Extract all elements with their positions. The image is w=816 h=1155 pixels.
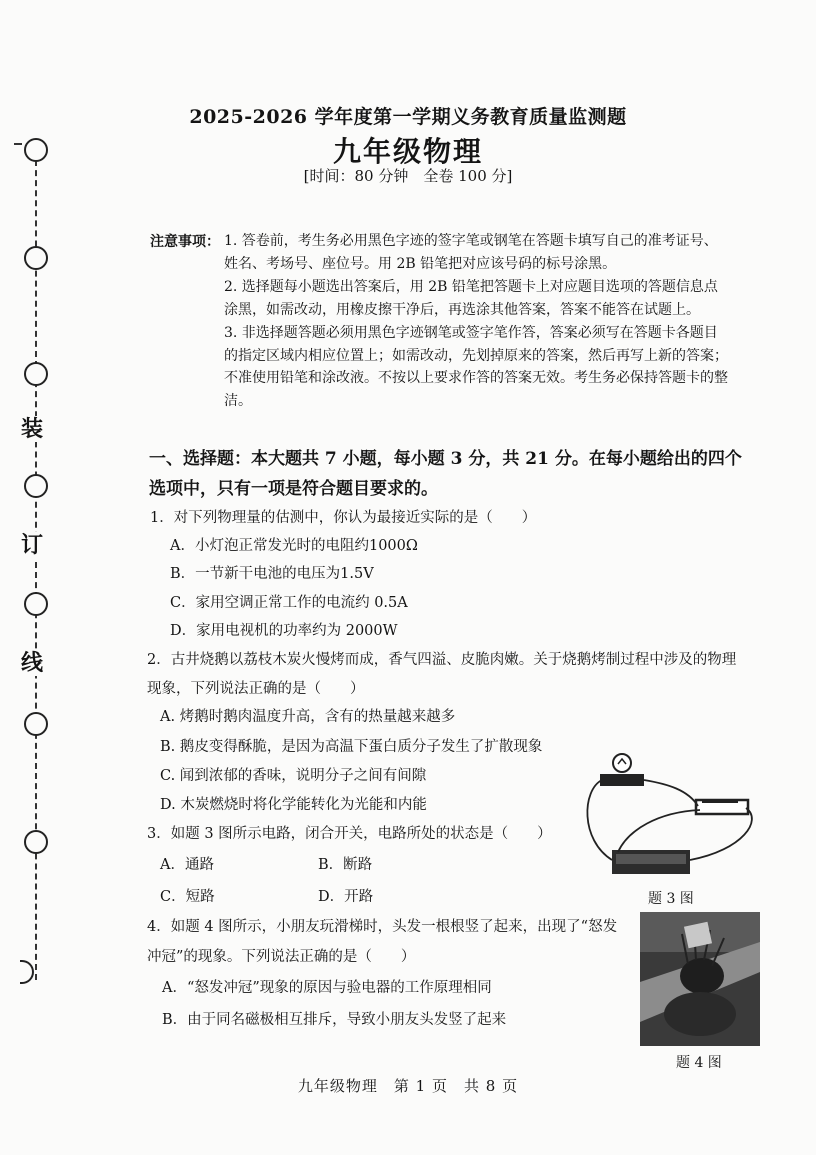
- slide-photo: [640, 912, 760, 1046]
- figure-3-caption: 题 3 图: [648, 891, 694, 907]
- q4-stem-line2: 冲冠”的现象。下列说法正确的是（ ）: [147, 949, 416, 965]
- wire: [644, 780, 698, 806]
- q4-option-b: B．由于同名磁极相互排斥，导致小朋友头发竖了起来: [162, 1012, 507, 1028]
- section-title: 一、选择题：本大题共 7 小题，每小题 3 分，共 21 分。在每小题给出的四个选项中，只有一项是符合题目要求的。: [149, 449, 742, 499]
- binding-hole-icon: [24, 830, 48, 854]
- circuit-figure: [578, 750, 768, 880]
- q3-option-c: C．短路: [160, 889, 215, 905]
- q1-option-d: D．家用电视机的功率约为 2000W: [170, 623, 398, 639]
- binding-half-hole-icon: [20, 960, 34, 984]
- q2-option-a: A. 烤鹅时鹅肉温度升高，含有的热量越来越多: [160, 709, 456, 725]
- binding-hole-icon: [24, 712, 48, 736]
- binding-hole-icon: [24, 362, 48, 386]
- q1-option-a: A．小灯泡正常发光时的电阻约1000Ω: [170, 538, 418, 554]
- binding-hole-icon: [24, 592, 48, 616]
- q2-option-c: C. 闻到浓郁的香味，说明分子之间有间隙: [160, 768, 427, 784]
- exam-time-info: [时间：80 分钟 全卷 100 分]: [303, 167, 513, 185]
- note-item-3: 3. 非选择题答题必须用黑色字迹钢笔或签字笔作答，答案必须写在答题卡各题目的指定区域内相应位置上；如需改动，先划掉原来的答案，然后再写上新的答案；不准使用铅笔和涂改液。不按以上要求作答的答案无效。考生务必保持答题卡的整洁。: [224, 325, 728, 409]
- note-item-2: 2. 选择题每小题选出答案后，用 2B 铅笔把答题卡上对应题目选项的答题信息点涂黑，如需改动，用橡皮擦干净后，再选涂其他答案，答案不能答在试题上。: [224, 279, 718, 318]
- figure-4-caption: 题 4 图: [676, 1055, 722, 1071]
- binding-dashed-line: [35, 150, 37, 980]
- q3-option-d: D．开路: [318, 889, 374, 905]
- exam-title: 九年级物理: [332, 135, 483, 168]
- notes-label: 注意事项：: [150, 234, 220, 250]
- q2-option-b: B. 鹅皮变得酥脆，是因为高温下蛋白质分子发生了扩散现象: [160, 739, 543, 755]
- wire: [587, 780, 612, 860]
- q1-option-c: C．家用空调正常工作的电流约 0.5A: [170, 595, 408, 611]
- wire: [690, 808, 752, 860]
- q2-stem-line2: 现象，下列说法正确的是（ ）: [147, 681, 365, 697]
- q4-option-a: A．“怒发冲冠”现象的原因与验电器的工作原理相同: [162, 980, 492, 996]
- bulb-icon: [613, 754, 631, 772]
- binding-char-xian: 线: [17, 650, 47, 676]
- q2-stem-line1: 2．古井烧鹅以荔枝木炭火慢烤而成，香气四溢、皮脆肉嫩。关于烧鹅烤制过程中涉及的物理: [147, 652, 737, 668]
- binding-hole-icon: [24, 246, 48, 270]
- q3-option-a: A．通路: [160, 857, 214, 873]
- note-item-1: 1. 答卷前，考生务必用黑色字迹的签字笔或钢笔在答题卡填写自己的准考证号、姓名、考场号、座位号。用 2B 铅笔把对应该号码的标号涂黑。: [224, 233, 718, 272]
- binding-hole-icon: [24, 474, 48, 498]
- binding-char-zhuang: 装: [17, 416, 47, 442]
- binding-char-ding: 订: [17, 532, 47, 558]
- wire: [618, 810, 700, 852]
- q3-option-b: B．断路: [318, 857, 373, 873]
- q2-option-d: D. 木炭燃烧时将化学能转化为光能和内能: [160, 797, 427, 813]
- q3-stem: 3．如题 3 图所示电路，闭合开关，电路所处的状态是（ ）: [147, 826, 552, 842]
- page-footer: 九年级物理 第 1 页 共 8 页: [297, 1077, 519, 1095]
- bulb-holder-icon: [600, 774, 644, 786]
- exam-subtitle: 2025-2026 学年度第一学期义务教育质量监测题: [189, 106, 627, 128]
- q4-stem-line1: 4．如题 4 图所示，小朋友玩滑梯时，头发一根根竖了起来，出现了“怒发: [147, 919, 618, 935]
- q1-stem: 1．对下列物理量的估测中，你认为最接近实际的是（ ）: [150, 510, 537, 526]
- q1-option-b: B．一节新干电池的电压为1.5V: [170, 566, 374, 582]
